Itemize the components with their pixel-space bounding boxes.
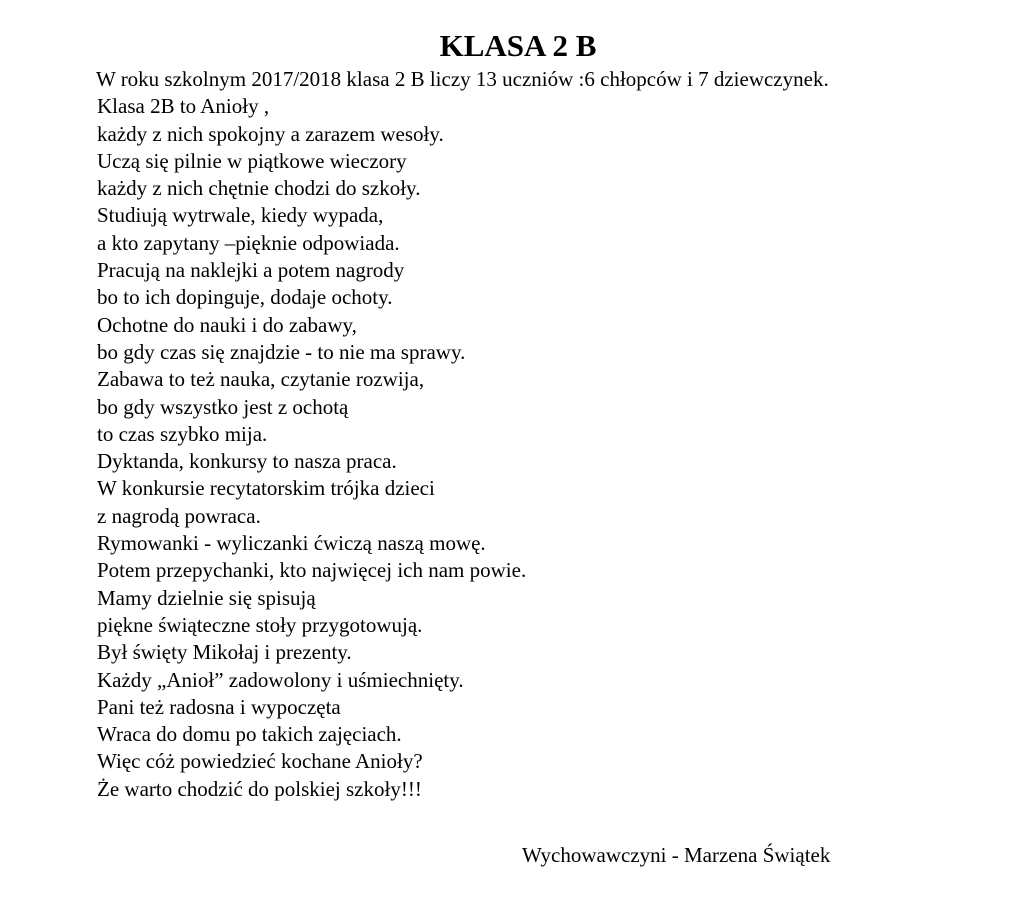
poem-line: z nagrodą powraca.	[97, 503, 261, 528]
poem-line: Każdy „Anioł” zadowolony i uśmiechnięty.	[97, 667, 464, 692]
poem-line: Zabawa to też nauka, czytanie rozwija,	[97, 367, 425, 392]
poem-line: Więc cóż powiedzieć kochane Anioły?	[97, 749, 423, 774]
poem-line: Klasa 2B to Anioły ,	[97, 94, 270, 119]
poem-line: Dyktanda, konkursy to nasza praca.	[97, 449, 397, 474]
poem-line: Mamy dzielnie się spisują	[97, 585, 316, 610]
poem-line: Pani też radosna i wypoczęta	[97, 694, 341, 719]
poem-line: każdy z nich chętnie chodzi do szkoły.	[97, 176, 421, 201]
poem-line: to czas szybko mija.	[97, 421, 268, 446]
poem-line: Uczą się pilnie w piątkowe wieczory	[97, 148, 407, 173]
poem-line: Potem przepychanki, kto najwięcej ich nam powie.	[97, 558, 527, 583]
poem-line: a kto zapytany –pięknie odpowiada.	[97, 230, 400, 255]
poem-line: Rymowanki - wyliczanki ćwiczą naszą mowę.	[97, 531, 486, 556]
poem-line: bo gdy wszystko jest z ochotą	[97, 394, 349, 419]
poem-line: Pracują na naklejki a potem nagrody	[97, 258, 405, 283]
poem-line: Był święty Mikołaj i prezenty.	[97, 640, 352, 665]
poem-line: Wraca do domu po takich zajęciach.	[97, 722, 402, 747]
poem-line: bo gdy czas się znajdzie - to nie ma sprawy.	[97, 339, 466, 364]
poem-line: Że warto chodzić do polskiej szkoły!!!	[97, 776, 422, 801]
poem-line: Studiują wytrwale, kiedy wypada,	[97, 203, 384, 228]
poem-line: W konkursie recytatorskim trójka dzieci	[97, 476, 435, 501]
author-signature: Wychowawczyni - Marzena Świątek	[522, 843, 831, 867]
poem-line: bo to ich dopinguje, dodaje ochoty.	[97, 285, 393, 310]
poem-line: Ochotne do nauki i do zabawy,	[97, 312, 357, 337]
poem-line: każdy z nich spokojny a zarazem wesoły.	[97, 121, 444, 146]
poem-line: piękne świąteczne stoły przygotowują.	[97, 612, 423, 637]
poem-text	[97, 66, 829, 803]
page-title: KLASA 2 B	[439, 28, 597, 63]
intro-line: W roku szkolnym 2017/2018 klasa 2 B liczy 13 uczniów :6 chłopców i 7 dziewczynek.	[96, 67, 829, 91]
